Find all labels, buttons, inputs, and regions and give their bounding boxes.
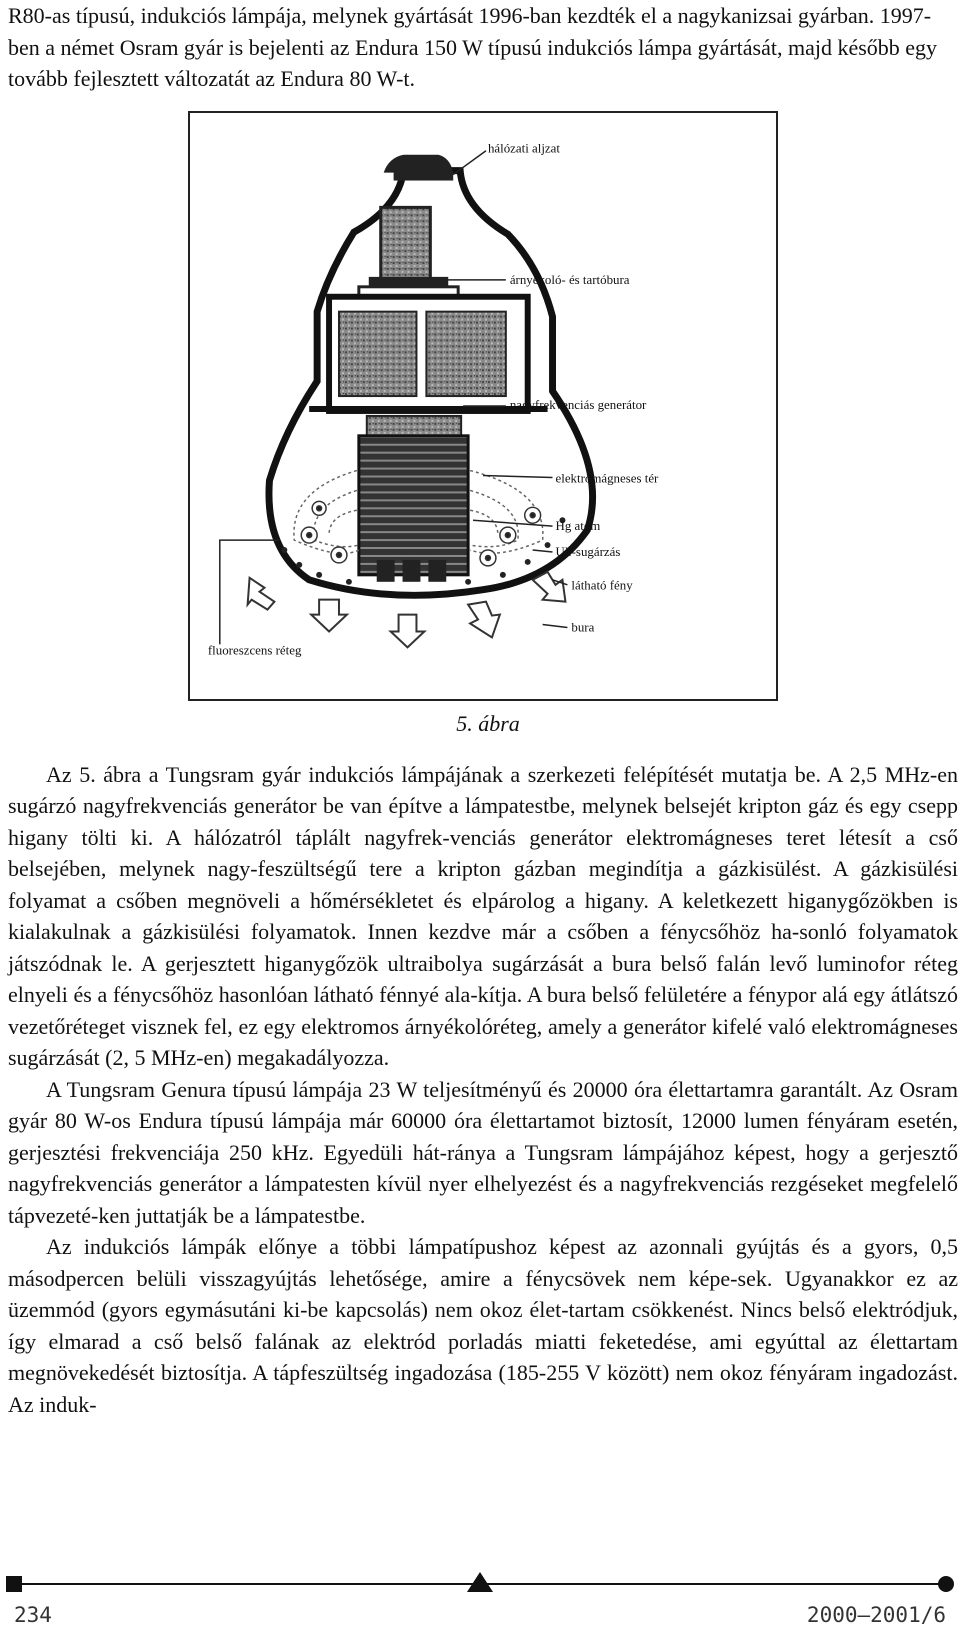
label-shield: árnyékoló- és tartóbura xyxy=(509,271,630,287)
intro-paragraph: R80-as típusú, indukciós lámpája, melynek gyártását 1996-ban kezdték el a nagykanizsai gyárban. 1997-ben a német Osram gyár is bejelenti az Endura 150 W típusú indukciós lámpa gyártását, majd később egy tovább fejlesztett változatát az Endura 80 W-t. xyxy=(8,3,938,91)
figure-caption: 5. ábra xyxy=(456,710,520,736)
label-phosphor: fluoreszcens réteg xyxy=(207,641,302,657)
socket-cap xyxy=(384,154,454,172)
issue-number: 2000–2001/6 xyxy=(806,1603,946,1627)
lamp-diagram xyxy=(188,111,778,701)
label-uv: Ul.-sugárzás xyxy=(555,543,621,559)
page xyxy=(8,0,958,1420)
induction-coil xyxy=(359,435,468,574)
socket-bar xyxy=(394,170,454,180)
label-visible: látható fény xyxy=(571,577,633,593)
page-footer xyxy=(0,1570,960,1630)
body-paragraph-3: Az indukciós lámpák előnye a többi lámpatípushoz képest az azonnali gyújtás és a gyors, 0,5 másodpercen belüli visszagyújtás lehetősége, amire a fénycsövek nem képe-sek. Ugyanakkor ez az üzemmód (gyors egymásutáni ki-be kapcsolás) nem okoz élet-tartam csökkenést. Nincs belső elektródjuk, így elmarad a cső belső falának az elektród porladás miatti feketedése, ami egyúttal az élettartam megnövekedését biztosítja. A tápfeszültség ingadozása (185-255 V között) nem okoz fényáram ingadozást. Az induk- xyxy=(8,1234,958,1417)
page-number: 234 xyxy=(14,1603,52,1627)
label-generator: nagyfrekvenciás generátor xyxy=(509,396,647,412)
lamp-diagram-svg xyxy=(190,113,776,699)
label-hg: Hg atom xyxy=(555,517,601,533)
footer-rule xyxy=(0,1570,960,1602)
label-field: elektromágneses tér xyxy=(555,469,659,485)
body-paragraph-1: Az 5. ábra a Tungsram gyár indukciós lámpájának a szerkezeti felépítését mutatja be. A 2,5 MHz-en sugárzó nagyfrekvenciás generátor be van építve a lámpatestbe, melynek belsejét kripton gáz és egy csepp higany tölti ki. A hálózatról táplált nagyfrek-venciás generátor elektromágneses teret létesít a cső belsejében, melynek nagy-feszültségű tere a kripton gázban megindítja a gázkisülést. A gázkisülési folyamat a csőben megnöveli a hőmérsékletet és elpárolog a higany. A keletkezett higanygőzökben is kialakulnak a gázkisülési folyamatok. Innen kezdve már a csőben a fénycsőhöz ha-sonló folyamatok játszódnak le. A gerjesztett higanygőzök ultraibolya sugárzását a bura belső falán levő luminofor réteg elnyeli és a fénycsőhöz hasonlóan látható fénnyé ala-kítja. A bura belső felületére a fénypor alá egy átlátszó vezetőréteget visznek fel, ez egy elektromos árnyékolóréteg, amely a generátor kifelé való elektromágneses sugárzását (2, 5 MHz-en) megakadályozza. xyxy=(8,761,958,1070)
body-paragraph-2: A Tungsram Genura típusú lámpája 23 W teljesítményű és 20000 óra élettartamra garantált. Az Osram gyár 80 W-os Endura típusú lámpája már 60000 óra élettartamot biztosít, 12000 lumen fényáram esetén, gerjesztési frekvenciája 250 kHz. Egyedüli hát-ránya a Tungsram lámpájához képest, hogy a gerjesztő nagyfrekvenciás generátor a lámpatesten kívül nyer elhelyezést és a nagyfrekvenciás rezgéseket megfelelő tápvezeté-ken juttatják be a lámpatestbe. xyxy=(8,1076,958,1228)
label-bulb: bura xyxy=(571,618,595,634)
stem-body xyxy=(381,207,431,281)
label-socket: hálózati aljzat xyxy=(487,140,560,156)
